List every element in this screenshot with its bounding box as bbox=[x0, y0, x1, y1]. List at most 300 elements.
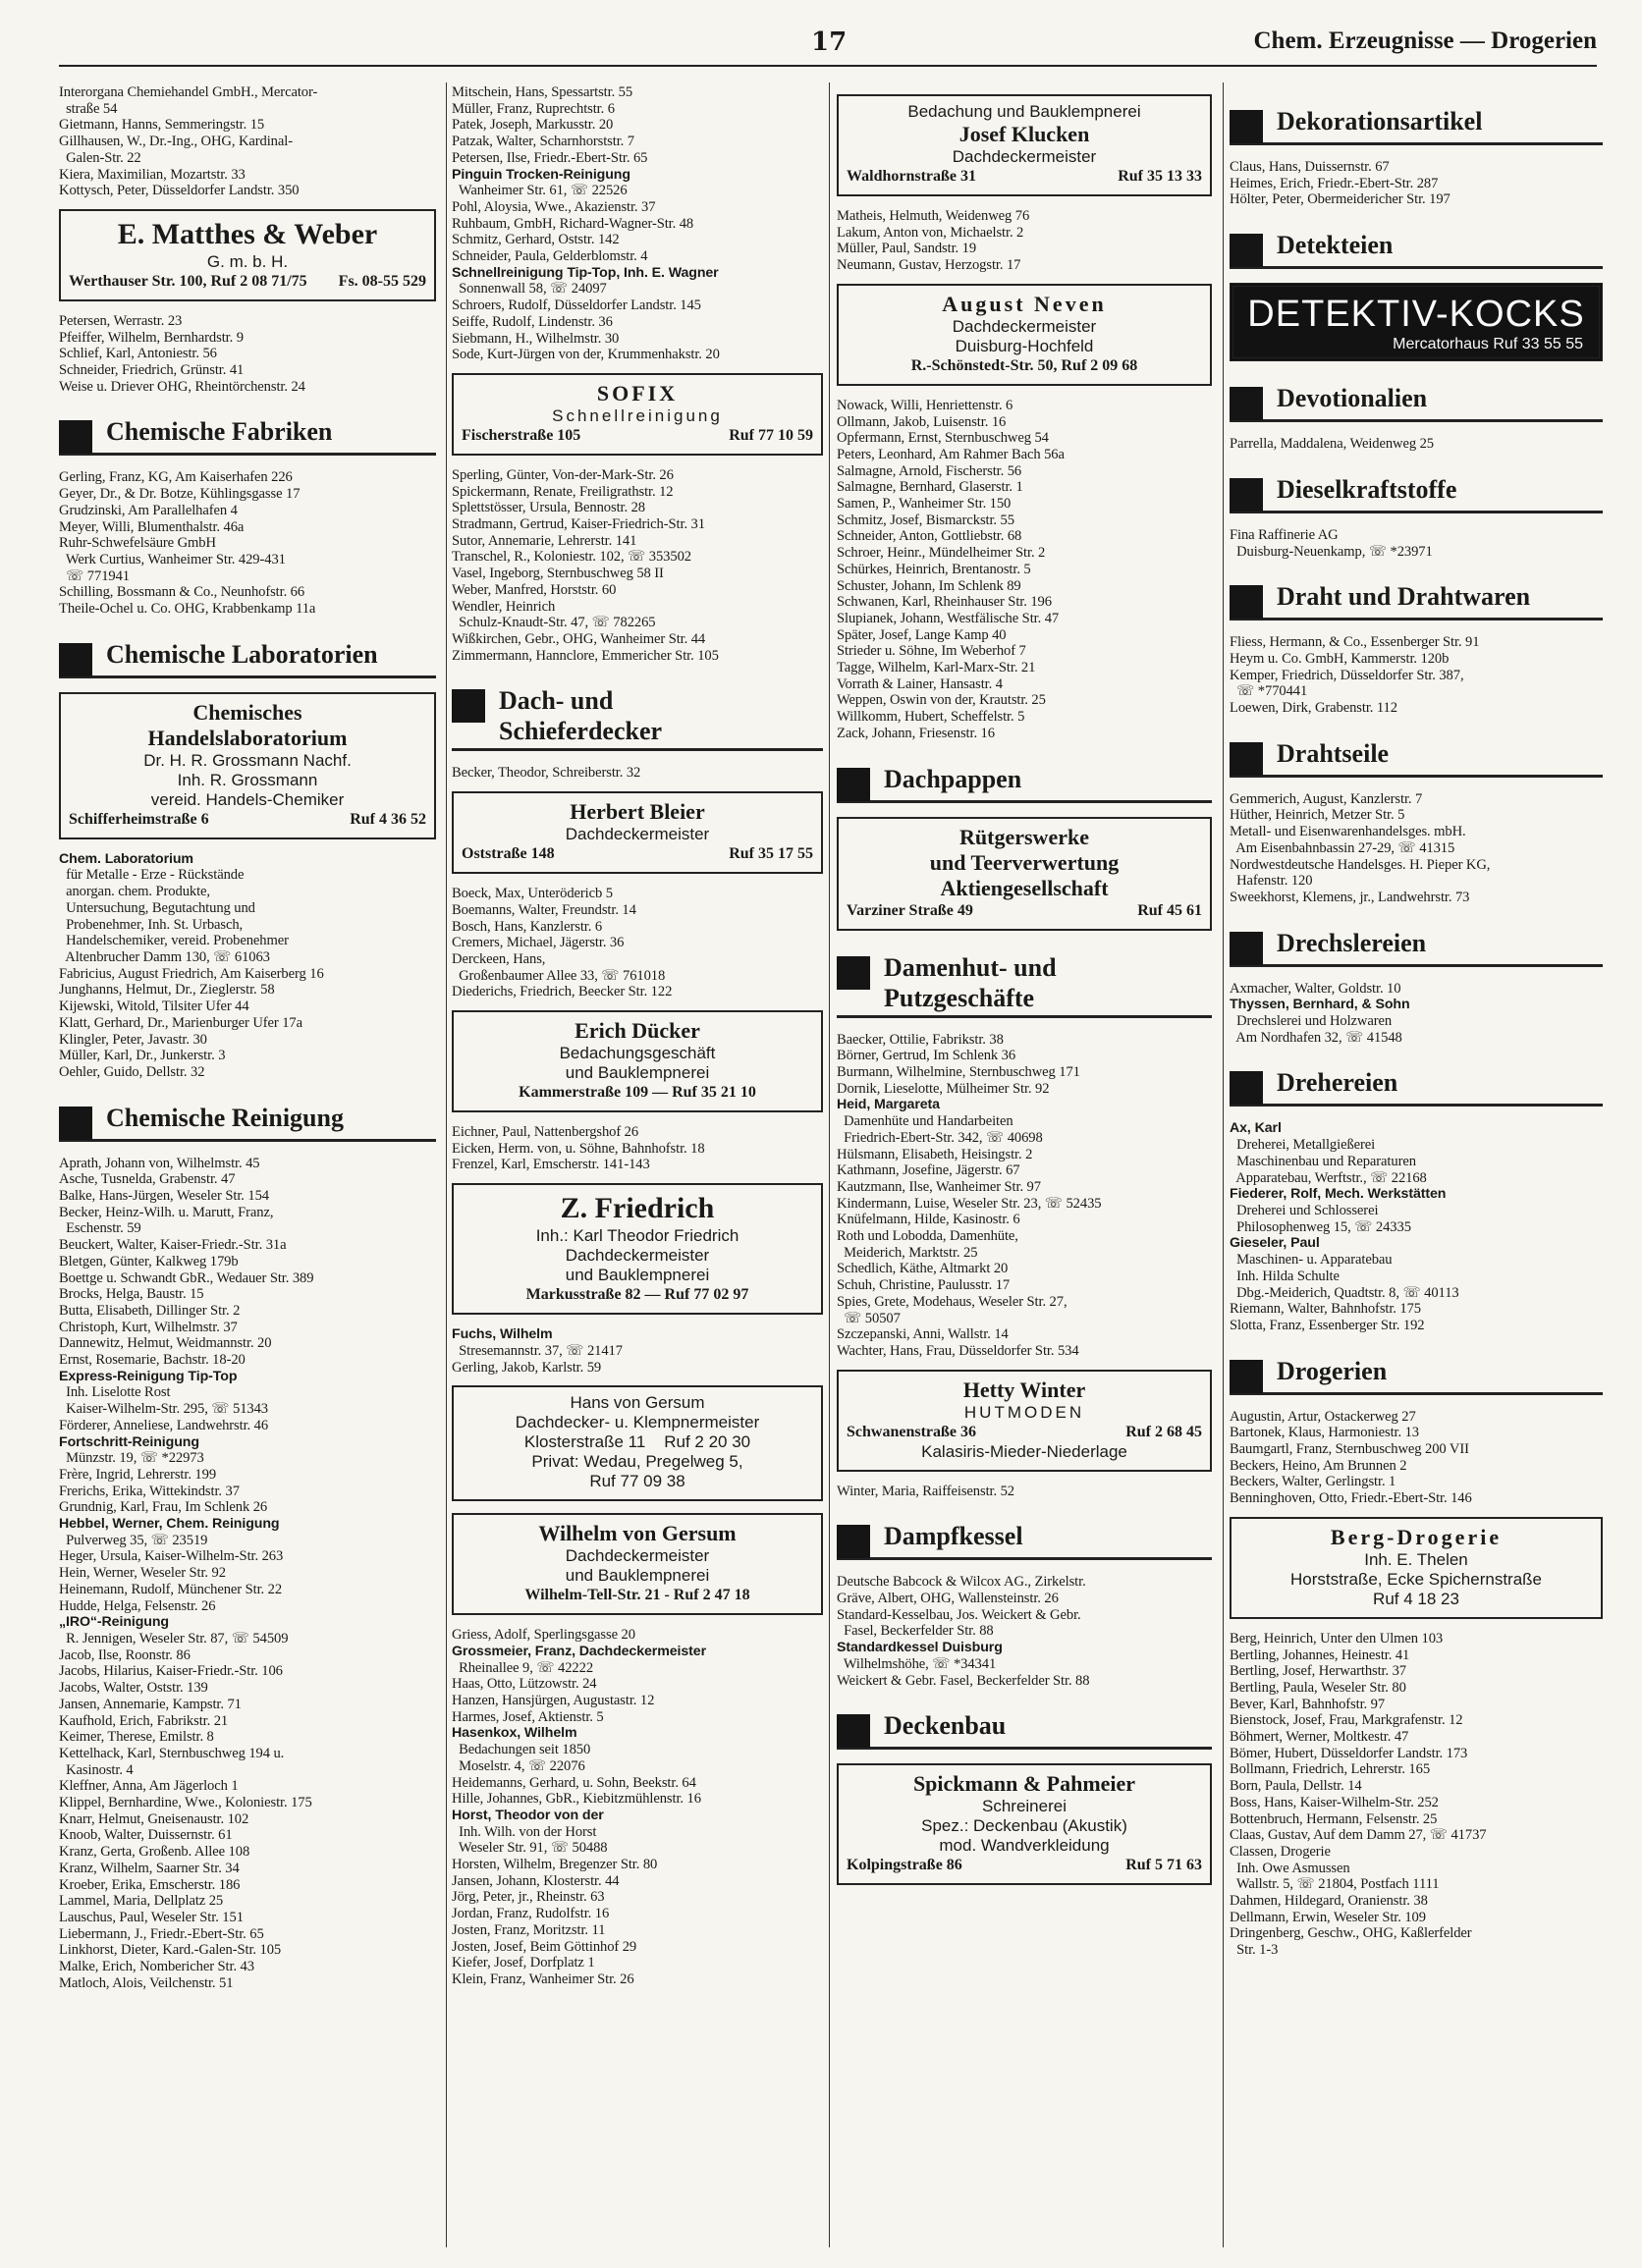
section-heading bbox=[1230, 581, 1603, 621]
listing-line: Maschinenbau und Reparaturen bbox=[1230, 1153, 1416, 1169]
listing-line: Petersen, Werrastr. 23 bbox=[59, 312, 183, 329]
listing-line: Nordwestdeutsche Handelsges. H. Pieper KG, bbox=[1230, 856, 1491, 873]
section-marker-icon bbox=[59, 420, 92, 454]
listing-line: Express-Reinigung Tip-Top bbox=[59, 1368, 238, 1384]
listing-line: Christoph, Kurt, Wilhelmstr. 37 bbox=[59, 1319, 238, 1335]
listing-line: Fabricius, August Friedrich, Am Kaiserberg 16 bbox=[59, 965, 324, 982]
listing-line: R. Jennigen, Weseler Str. 87, ☏ 54509 bbox=[59, 1631, 289, 1647]
section-title: Chemische Laboratorien bbox=[106, 639, 378, 669]
listing-line: Maschinen- u. Apparatebau bbox=[1230, 1252, 1393, 1269]
ad-footer bbox=[462, 1586, 813, 1605]
ad-line: Wilhelm von Gersum bbox=[538, 1521, 737, 1546]
listing-line: Werk Curtius, Wanheimer Str. 429-431 bbox=[59, 551, 286, 567]
ad-footer bbox=[69, 272, 426, 292]
advertisement-box bbox=[452, 791, 823, 874]
listing-line: Vasel, Ingeborg, Sternbuschweg 58 II bbox=[452, 566, 664, 582]
listing-line: Zack, Johann, Friesenstr. 16 bbox=[837, 725, 995, 741]
listing-line: Weseler Str. 91, ☏ 50488 bbox=[452, 1840, 608, 1857]
listing-line: Hasenkox, Wilhelm bbox=[452, 1725, 577, 1742]
listing-line: Klatt, Gerhard, Dr., Marienburger Ufer 17a bbox=[59, 1014, 302, 1031]
entry-list bbox=[1230, 436, 1603, 453]
listing-line: Schroer, Heinr., Mündelheimer Str. 2 bbox=[837, 545, 1046, 562]
listing-line: Grundnig, Karl, Frau, Im Schlenk 26 bbox=[59, 1499, 268, 1516]
section-title: Chemische Fabriken bbox=[106, 417, 333, 447]
ad-footer bbox=[847, 356, 1202, 376]
listing-line: Theile-Ochel u. Co. OHG, Krabbenkamp 11a bbox=[59, 601, 316, 618]
section-title: Dekorationsartikel bbox=[1277, 107, 1483, 135]
listing-line: Balke, Hans-Jürgen, Weseler Str. 154 bbox=[59, 1188, 269, 1205]
listing-line: Heger, Ursula, Kaiser-Wilhelm-Str. 263 bbox=[59, 1548, 284, 1565]
listing-line: Horsten, Wilhelm, Bregenzer Str. 80 bbox=[452, 1857, 658, 1873]
ad-line: Rütgerswerke bbox=[959, 824, 1089, 849]
listing-line: Philosophenweg 15, ☏ 24335 bbox=[1230, 1218, 1411, 1235]
ad-line: Dachdeckermeister bbox=[952, 316, 1097, 336]
listing-line: Knoob, Walter, Duissernstr. 61 bbox=[59, 1827, 233, 1844]
listing-line: Claus, Hans, Duissernstr. 67 bbox=[1230, 159, 1390, 175]
ad-line: Berg-Drogerie bbox=[1330, 1524, 1503, 1549]
ad-footer-text: Ruf 4 36 52 bbox=[350, 810, 426, 828]
listing-line: Knüfelmann, Hilde, Kasinostr. 6 bbox=[837, 1212, 1020, 1228]
section-heading bbox=[1230, 1067, 1603, 1107]
listing-line: Fuchs, Wilhelm bbox=[452, 1326, 553, 1343]
ad-footer-text: Ruf 35 17 55 bbox=[729, 845, 813, 863]
listing-line: Müller, Karl, Dr., Junkerstr. 3 bbox=[59, 1048, 226, 1064]
ad-subtitle: Mercatorhaus Ruf 33 55 55 bbox=[1393, 336, 1583, 353]
listing-line: Keimer, Therese, Emilstr. 8 bbox=[59, 1729, 214, 1746]
listing-line: Horst, Theodor von der bbox=[452, 1807, 604, 1823]
ad-line: Josef Klucken bbox=[958, 122, 1090, 146]
listing-line: Griess, Adolf, Sperlingsgasse 20 bbox=[452, 1627, 635, 1644]
advertisement-box bbox=[837, 284, 1212, 386]
listing-line: Schuh, Christine, Paulusstr. 17 bbox=[837, 1277, 1011, 1294]
ad-footer bbox=[462, 1083, 813, 1103]
listing-line: Schneider, Paula, Gelderblomstr. 4 bbox=[452, 248, 648, 265]
listing-line: Friedrich-Ebert-Str. 342, ☏ 40698 bbox=[837, 1129, 1043, 1146]
listing-line: Kindermann, Luise, Weseler Str. 23, ☏ 52435 bbox=[837, 1195, 1102, 1212]
listing-line: Malke, Erich, Nombericher Str. 43 bbox=[59, 1959, 254, 1975]
entry-list bbox=[837, 1032, 1212, 1360]
section-marker-icon bbox=[837, 1525, 870, 1558]
listing-line: Haas, Otto, Lützowstr. 24 bbox=[452, 1676, 597, 1693]
section-heading bbox=[1230, 230, 1603, 269]
listing-line: Kroeber, Erika, Emscherstr. 186 bbox=[59, 1876, 241, 1893]
listing-line: Metall- und Eisenwarenhandelsges. mbH. bbox=[1230, 824, 1466, 840]
listing-line: Schwanen, Karl, Rheinhauser Str. 196 bbox=[837, 594, 1052, 611]
ad-footer-text: Ruf 45 61 bbox=[1137, 901, 1202, 919]
ad-line: Dachdeckermeister bbox=[565, 1246, 710, 1266]
listing-line: Opfermann, Ernst, Sternbuschweg 54 bbox=[837, 430, 1049, 447]
section-marker-icon bbox=[837, 956, 870, 990]
listing-line: Bertling, Paula, Weseler Str. 80 bbox=[1230, 1679, 1406, 1696]
ad-line: Ruf 4 18 23 bbox=[1373, 1589, 1459, 1608]
column-1 bbox=[59, 84, 436, 2254]
ad-line: vereid. Handels-Chemiker bbox=[150, 789, 345, 809]
listing-line: Ernst, Rosemarie, Bachstr. 18-20 bbox=[59, 1352, 246, 1369]
ad-line: Schreinerei bbox=[982, 1797, 1067, 1816]
listing-line: Cremers, Michael, Jägerstr. 36 bbox=[452, 935, 625, 951]
listing-line: Inh. Hilda Schulte bbox=[1230, 1268, 1340, 1284]
listing-line: Splettstösser, Ursula, Bennostr. 28 bbox=[452, 500, 645, 516]
listing-line: Ruhbaum, GmbH, Richard-Wagner-Str. 48 bbox=[452, 215, 694, 232]
listing-line: Slupianek, Johann, Westfälische Str. 47 bbox=[837, 610, 1060, 626]
header-rule bbox=[59, 65, 1597, 67]
listing-line: Augustin, Artur, Ostackerweg 27 bbox=[1230, 1408, 1416, 1425]
section-marker-icon bbox=[59, 1107, 92, 1140]
listing-line: Kautzmann, Ilse, Wanheimer Str. 97 bbox=[837, 1178, 1041, 1195]
listing-line: Beckers, Heino, Am Brunnen 2 bbox=[1230, 1457, 1407, 1474]
ad-footer-text: Schwanenstraße 36 bbox=[847, 1423, 977, 1440]
listing-line: Junghanns, Helmut, Dr., Zieglerstr. 58 bbox=[59, 982, 275, 999]
section-title: Detekteien bbox=[1277, 231, 1394, 260]
ad-line: Horststraße, Ecke Spichernstraße bbox=[1289, 1569, 1543, 1589]
ad-line: Schnellreinigung bbox=[552, 405, 723, 425]
ad-line: Bedachung und Bauklempnerei bbox=[907, 102, 1141, 121]
listing-line: Klippel, Bernhardine, Wwe., Koloniestr. 175 bbox=[59, 1795, 312, 1811]
listing-line: Pulverweg 35, ☏ 23519 bbox=[59, 1532, 208, 1548]
listing-line: Fortschritt-Reinigung bbox=[59, 1433, 199, 1450]
listing-line: Vorrath & Lainer, Hansastr. 4 bbox=[837, 675, 1003, 692]
listing-line: Josten, Franz, Moritzstr. 11 bbox=[452, 1921, 606, 1938]
entry-list bbox=[837, 208, 1212, 274]
ad-line: Kalasiris-Mieder-Niederlage bbox=[921, 1441, 1127, 1461]
column-2 bbox=[452, 84, 823, 2254]
listing-line: Matloch, Alois, Veilchenstr. 51 bbox=[59, 1974, 234, 1991]
ad-line: August Neven bbox=[942, 291, 1107, 316]
column-divider bbox=[1223, 82, 1224, 2247]
listing-line: Linkhorst, Dieter, Kard.-Galen-Str. 105 bbox=[59, 1942, 282, 1959]
listing-line: Knarr, Helmut, Gneisenaustr. 102 bbox=[59, 1810, 249, 1827]
listing-line: Am Nordhafen 32, ☏ 41548 bbox=[1230, 1029, 1402, 1046]
ad-line: und Bauklempnerei bbox=[565, 1266, 710, 1285]
listing-line: Altenbrucher Damm 130, ☏ 61063 bbox=[59, 948, 270, 965]
ad-line: Duisburg-Hochfeld bbox=[955, 336, 1094, 355]
listing-line: Hülsmann, Elisabeth, Heisingstr. 2 bbox=[837, 1146, 1033, 1162]
entry-list bbox=[59, 851, 436, 1081]
listing-line: Lakum, Anton von, Michaelstr. 2 bbox=[837, 224, 1024, 241]
section-heading bbox=[1230, 383, 1603, 422]
advertisement-box bbox=[59, 692, 436, 839]
listing-line: Sode, Kurt-Jürgen von der, Krummenhakstr. 20 bbox=[452, 347, 720, 363]
advertisement-box bbox=[452, 1183, 823, 1315]
section-title: Deckenbau bbox=[884, 1711, 1007, 1741]
ad-footer-text: Waldhornstraße 31 bbox=[847, 168, 977, 185]
listing-line: Meyer, Willi, Blumenthalstr. 46a bbox=[59, 518, 245, 535]
listing-line: Mitschein, Hans, Spessartstr. 55 bbox=[452, 84, 633, 100]
listing-line: Bertling, Johannes, Heinestr. 41 bbox=[1230, 1647, 1410, 1663]
listing-line: Jacob, Ilse, Roonstr. 86 bbox=[59, 1647, 191, 1663]
ad-footer-text: Kolpingstraße 86 bbox=[847, 1857, 962, 1874]
ad-line: E. Matthes & Weber bbox=[117, 217, 378, 250]
section-marker-icon bbox=[837, 1714, 870, 1748]
listing-line: Böhmert, Werner, Moltkestr. 47 bbox=[1230, 1729, 1409, 1746]
listing-line: Dreherei, Metallgießerei bbox=[1230, 1137, 1376, 1154]
listing-line: Bever, Karl, Bahnhofstr. 97 bbox=[1230, 1696, 1386, 1712]
listing-line: Samen, P., Wanheimer Str. 150 bbox=[837, 496, 1012, 513]
listing-line: Hölter, Peter, Obermeidericher Str. 197 bbox=[1230, 191, 1450, 208]
ad-footer-text: Ruf 5 71 63 bbox=[1125, 1857, 1202, 1874]
listing-line: Josten, Josef, Beim Göttinhof 29 bbox=[452, 1938, 637, 1955]
listing-line: Baecker, Ottilie, Fabrikstr. 38 bbox=[837, 1031, 1004, 1048]
entry-list bbox=[452, 1326, 823, 1376]
listing-line: Drechslerei und Holzwaren bbox=[1230, 1013, 1393, 1030]
listing-line: Ollmann, Jakob, Luisenstr. 16 bbox=[837, 413, 1007, 430]
listing-line: Becker, Theodor, Schreiberstr. 32 bbox=[452, 765, 641, 782]
listing-line: Aprath, Johann von, Wilhelmstr. 45 bbox=[59, 1155, 260, 1171]
ad-footer-text: Markusstraße 82 — Ruf 77 02 97 bbox=[525, 1286, 749, 1304]
section-title: Dieselkraftstoffe bbox=[1277, 474, 1457, 504]
listing-line: Am Eisenbahnbassin 27-29, ☏ 41315 bbox=[1230, 839, 1455, 856]
ad-line: SOFIX bbox=[596, 380, 679, 405]
entry-list bbox=[452, 84, 823, 363]
listing-line: Gieseler, Paul bbox=[1230, 1235, 1320, 1252]
listing-line: Kaufhold, Erich, Fabrikstr. 21 bbox=[59, 1712, 229, 1729]
section-marker-icon bbox=[1230, 742, 1263, 776]
listing-line: Standard-Kesselbau, Jos. Weickert & Gebr. bbox=[837, 1606, 1081, 1623]
listing-line: Ax, Karl bbox=[1230, 1120, 1282, 1137]
ad-footer-text: Kammerstraße 109 — Ruf 35 21 10 bbox=[519, 1084, 756, 1102]
column-divider bbox=[829, 82, 830, 2247]
listing-line: Klingler, Peter, Javastr. 30 bbox=[59, 1031, 207, 1048]
listing-line: Hanzen, Hansjürgen, Augustastr. 12 bbox=[452, 1693, 655, 1709]
ad-line: G. m. b. H. bbox=[206, 251, 289, 271]
listing-line: Stresemannstr. 37, ☏ 21417 bbox=[452, 1342, 623, 1359]
entry-list bbox=[59, 469, 436, 617]
listing-line: Lammel, Maria, Dellplatz 25 bbox=[59, 1893, 224, 1910]
ad-footer-text: Ruf 35 13 33 bbox=[1118, 168, 1202, 185]
listing-line: Ruhr-Schwefelsäure GmbH bbox=[59, 535, 216, 552]
listing-line: Beuckert, Walter, Kaiser-Friedr.-Str. 31a bbox=[59, 1237, 287, 1254]
listing-line: ☏ 771941 bbox=[59, 567, 130, 584]
section-marker-icon bbox=[837, 768, 870, 801]
advertisement-box bbox=[452, 1513, 823, 1615]
section-title: Devotionalien bbox=[1277, 384, 1428, 413]
listing-line: Willkomm, Hubert, Scheffelstr. 5 bbox=[837, 709, 1025, 726]
listing-line: Peters, Leonhard, Am Rahmer Bach 56a bbox=[837, 446, 1065, 462]
listing-line: Dannewitz, Helmut, Weidmannstr. 20 bbox=[59, 1335, 272, 1352]
entry-list bbox=[1230, 791, 1603, 906]
listing-line: Slotta, Franz, Essenberger Str. 192 bbox=[1230, 1317, 1425, 1333]
listing-line: Axmacher, Walter, Goldstr. 10 bbox=[1230, 980, 1401, 997]
ad-footer-text: Ruf 77 10 59 bbox=[729, 426, 813, 444]
listing-line: Standardkessel Duisburg bbox=[837, 1640, 1003, 1656]
listing-line: Spickermann, Renate, Freiligrathstr. 12 bbox=[452, 483, 674, 500]
listing-line: Kaiser-Wilhelm-Str. 295, ☏ 51343 bbox=[59, 1401, 268, 1418]
listing-line: Schürkes, Heinrich, Brentanostr. 5 bbox=[837, 561, 1031, 577]
advertisement-box bbox=[452, 1385, 823, 1501]
listing-line: Dahmen, Hildegard, Oranienstr. 38 bbox=[1230, 1893, 1428, 1910]
ad-line: Dachdeckermeister bbox=[565, 1546, 710, 1566]
listing-line: Hüther, Heinrich, Metzer Str. 5 bbox=[1230, 807, 1405, 824]
section-marker-icon bbox=[59, 643, 92, 676]
listing-line: Chem. Laboratorium bbox=[59, 850, 193, 867]
listing-line: Kiera, Maximilian, Mozartstr. 33 bbox=[59, 166, 246, 183]
listing-line: Butta, Elisabeth, Dillinger Str. 2 bbox=[59, 1302, 241, 1319]
section-title: Draht und Drahtwaren bbox=[1277, 582, 1531, 612]
listing-line: Str. 1-3 bbox=[1230, 1942, 1279, 1959]
listing-line: Siebmann, H., Wilhelmstr. 30 bbox=[452, 330, 620, 347]
listing-line: Kijewski, Witold, Tilsiter Ufer 44 bbox=[59, 999, 249, 1015]
listing-line: Schuster, Johann, Im Schlenk 89 bbox=[837, 577, 1021, 594]
section-title: Drechslereien bbox=[1277, 928, 1427, 957]
listing-line: Transchel, R., Koloniestr. 102, ☏ 353502 bbox=[452, 549, 691, 566]
listing-line: Beckers, Walter, Gerlingstr. 1 bbox=[1230, 1474, 1396, 1490]
listing-line: Jörg, Peter, jr., Rheinstr. 63 bbox=[452, 1889, 605, 1906]
ad-line: Hetty Winter bbox=[962, 1377, 1086, 1402]
listing-line: Zimmermann, Hannclore, Emmericher Str. 105 bbox=[452, 647, 719, 664]
ad-line: Bedachungsgeschäft bbox=[559, 1044, 716, 1063]
listing-line: Schilling, Bossmann & Co., Neunhofstr. 66 bbox=[59, 584, 305, 601]
entry-list bbox=[837, 1574, 1212, 1689]
listing-line: Seiffe, Rudolf, Lindenstr. 36 bbox=[452, 313, 613, 330]
listing-line: Schnellreinigung Tip-Top, Inh. E. Wagner bbox=[452, 264, 719, 281]
listing-line: Weickert & Gebr. Fasel, Beckerfelder Str. 88 bbox=[837, 1672, 1090, 1689]
listing-line: Wilhelmshöhe, ☏ *34341 bbox=[837, 1655, 997, 1672]
listing-line: Claas, Gustav, Auf dem Damm 27, ☏ 41737 bbox=[1230, 1827, 1487, 1844]
listing-line: Hille, Johannes, GbR., Kiebitzmühlenstr. 16 bbox=[452, 1791, 701, 1808]
section-heading bbox=[59, 639, 436, 678]
listing-line: Boemanns, Walter, Freundstr. 14 bbox=[452, 901, 636, 918]
ad-line: Inh. E. Thelen bbox=[1364, 1549, 1468, 1569]
listing-line: Später, Josef, Lange Kamp 40 bbox=[837, 626, 1007, 643]
ad-line: HUTMODEN bbox=[963, 1402, 1085, 1422]
listing-line: Heym u. Co. GmbH, Kammerstr. 120b bbox=[1230, 650, 1450, 667]
listing-line: Eichner, Paul, Nattenbergshof 26 bbox=[452, 1124, 639, 1141]
listing-line: Dreherei und Schlosserei bbox=[1230, 1202, 1379, 1218]
entry-list bbox=[59, 313, 436, 396]
listing-line: Meiderich, Marktstr. 25 bbox=[837, 1244, 978, 1261]
entry-list bbox=[452, 1124, 823, 1173]
listing-line: Derckeen, Hans, bbox=[452, 950, 546, 967]
listing-line: Heinemann, Rudolf, Münchener Str. 22 bbox=[59, 1581, 283, 1597]
listing-line: Bletgen, Günter, Kalkweg 179b bbox=[59, 1253, 239, 1269]
listing-line: Fina Raffinerie AG bbox=[1230, 526, 1339, 543]
ad-footer bbox=[462, 844, 813, 864]
section-title: Drehereien bbox=[1277, 1068, 1398, 1098]
listing-line: Wendler, Heinrich bbox=[452, 598, 556, 615]
entry-list bbox=[452, 765, 823, 782]
listing-line: Pfeiffer, Wilhelm, Bernhardstr. 9 bbox=[59, 329, 244, 346]
ad-line: Erich Dücker bbox=[575, 1018, 700, 1044]
ad-line: Chemisches bbox=[192, 699, 302, 725]
section-title: Dach- und Schieferdecker bbox=[499, 686, 663, 746]
listing-line: Förderer, Anneliese, Landwehrstr. 46 bbox=[59, 1417, 269, 1433]
listing-line: Sutor, Annemarie, Lehrerstr. 141 bbox=[452, 532, 637, 549]
listing-line: Patzak, Walter, Scharnhorststr. 7 bbox=[452, 134, 634, 150]
listing-line: Müller, Franz, Ruprechtstr. 6 bbox=[452, 100, 615, 117]
listing-line: Kranz, Gerta, Großenb. Allee 108 bbox=[59, 1844, 250, 1861]
listing-line: Münzstr. 19, ☏ *22973 bbox=[59, 1450, 204, 1467]
listing-line: Born, Paula, Dellstr. 14 bbox=[1230, 1778, 1362, 1795]
listing-line: Fasel, Beckerfelder Str. 88 bbox=[837, 1623, 994, 1640]
listing-line: Dringenberg, Geschw., OHG, Kaßlerfelder bbox=[1230, 1925, 1472, 1942]
ad-line: Handelslaboratorium bbox=[147, 725, 348, 750]
advertisement-box bbox=[59, 209, 436, 301]
section-title: Dachpappen bbox=[884, 764, 1022, 793]
listing-line: Riemann, Walter, Bahnhofstr. 175 bbox=[1230, 1301, 1421, 1318]
listing-line: Eschenstr. 59 bbox=[59, 1220, 141, 1237]
listing-line: Wachter, Hans, Frau, Düsseldorfer Str. 534 bbox=[837, 1342, 1079, 1359]
listing-line: Oehler, Guido, Dellstr. 32 bbox=[59, 1063, 205, 1080]
listing-line: Bedachungen seit 1850 bbox=[452, 1742, 591, 1758]
listing-line: Frerichs, Erika, Wittekindstr. 37 bbox=[59, 1483, 240, 1499]
ad-line: Inh. R. Grossmann bbox=[177, 770, 318, 789]
listing-line: Kemper, Friedrich, Düsseldorfer Str. 387, bbox=[1230, 667, 1464, 683]
listing-line: Jacobs, Walter, Oststr. 139 bbox=[59, 1680, 208, 1697]
ad-line: Z. Friedrich bbox=[560, 1192, 715, 1225]
listing-line: Heid, Margareta bbox=[837, 1097, 940, 1113]
section-heading bbox=[837, 764, 1212, 803]
listing-line: Pohl, Aloysia, Wwe., Akazienstr. 37 bbox=[452, 198, 656, 215]
ad-line: Herbert Bleier bbox=[570, 799, 705, 825]
listing-line: Tagge, Wilhelm, Karl-Marx-Str. 21 bbox=[837, 660, 1036, 676]
listing-line: Sweekhorst, Klemens, jr., Landwehrstr. 73 bbox=[1230, 889, 1470, 905]
page-number: 17 bbox=[811, 27, 848, 57]
section-marker-icon bbox=[1230, 1071, 1263, 1105]
listing-line: Diederichs, Friedrich, Beecker Str. 122 bbox=[452, 984, 673, 1000]
ad-line: Inh.: Karl Theodor Friedrich bbox=[535, 1226, 739, 1246]
entry-list bbox=[452, 467, 823, 664]
listing-line: Kleffner, Anna, Am Jägerloch 1 bbox=[59, 1778, 239, 1795]
listing-line: Jansen, Johann, Klosterstr. 44 bbox=[452, 1872, 620, 1889]
listing-line: Hein, Werner, Weseler Str. 92 bbox=[59, 1565, 226, 1582]
listing-line: Inh. Wilh. von der Horst bbox=[452, 1823, 597, 1840]
section-title: Chemische Reinigung bbox=[106, 1103, 344, 1132]
ad-line: Dr. H. R. Grossmann Nachf. bbox=[143, 750, 352, 770]
listing-line: Klein, Franz, Wanheimer Str. 26 bbox=[452, 1971, 634, 1987]
section-marker-icon bbox=[1230, 234, 1263, 267]
ad-footer bbox=[847, 1423, 1202, 1442]
entry-list bbox=[1230, 1409, 1603, 1507]
advertisement-box bbox=[837, 94, 1212, 196]
listing-line: Rheinallee 9, ☏ 42222 bbox=[452, 1659, 594, 1676]
listing-line: Lauschus, Paul, Weseler Str. 151 bbox=[59, 1909, 244, 1925]
ad-footer bbox=[847, 167, 1202, 187]
listing-line: für Metalle - Erze - Rückstände bbox=[59, 867, 245, 884]
listing-line: Winter, Maria, Raiffeisenstr. 52 bbox=[837, 1483, 1014, 1499]
section-heading bbox=[1230, 928, 1603, 967]
advertisement-box bbox=[837, 817, 1212, 931]
listing-line: Wallstr. 5, ☏ 21804, Postfach 1111 bbox=[1230, 1876, 1440, 1893]
listing-line: Spies, Grete, Modehaus, Weseler Str. 27, bbox=[837, 1293, 1067, 1310]
listing-line: Gillhausen, W., Dr.-Ing., OHG, Kardinal- bbox=[59, 134, 293, 150]
section-marker-icon bbox=[1230, 478, 1263, 512]
listing-line: Gerling, Jakob, Karlstr. 59 bbox=[452, 1359, 602, 1376]
listing-line: Pinguin Trocken-Reinigung bbox=[452, 166, 630, 183]
listing-line: Patek, Joseph, Markusstr. 20 bbox=[452, 117, 614, 134]
ad-footer-text: Wilhelm-Tell-Str. 21 - Ruf 2 47 18 bbox=[524, 1587, 750, 1604]
listing-line: Bottenbruch, Hermann, Felsenstr. 25 bbox=[1230, 1810, 1438, 1827]
listing-line: Schmitz, Gerhard, Oststr. 142 bbox=[452, 232, 620, 248]
entry-list bbox=[59, 1156, 436, 1992]
listing-line: Dellmann, Erwin, Weseler Str. 109 bbox=[1230, 1909, 1426, 1925]
listing-line: Benninghoven, Otto, Friedr.-Ebert-Str. 146 bbox=[1230, 1490, 1472, 1507]
ad-footer bbox=[462, 1285, 813, 1305]
advertisement-box bbox=[452, 1010, 823, 1112]
listing-line: Handelschemiker, vereid. Probenehmer bbox=[59, 933, 289, 949]
listing-line: Apparatebau, Werftstr., ☏ 22168 bbox=[1230, 1169, 1427, 1186]
listing-line: Neumann, Gustav, Herzogstr. 17 bbox=[837, 257, 1021, 274]
listing-line: Salmagne, Arnold, Fischerstr. 56 bbox=[837, 462, 1022, 479]
listing-line: Kottysch, Peter, Düsseldorfer Landstr. 350 bbox=[59, 183, 300, 199]
listing-line: Strieder u. Söhne, Im Weberhof 7 bbox=[837, 643, 1026, 660]
advertisement-box bbox=[452, 373, 823, 456]
listing-line: Wanheimer Str. 61, ☏ 22526 bbox=[452, 183, 628, 199]
section-marker-icon bbox=[1230, 1360, 1263, 1393]
listing-line: Müller, Paul, Sandstr. 19 bbox=[837, 241, 977, 257]
listing-line: Parrella, Maddalena, Weidenweg 25 bbox=[1230, 436, 1435, 453]
ad-footer-text: Oststraße 148 bbox=[462, 845, 555, 863]
listing-line: Jordan, Franz, Rudolfstr. 16 bbox=[452, 1906, 610, 1922]
